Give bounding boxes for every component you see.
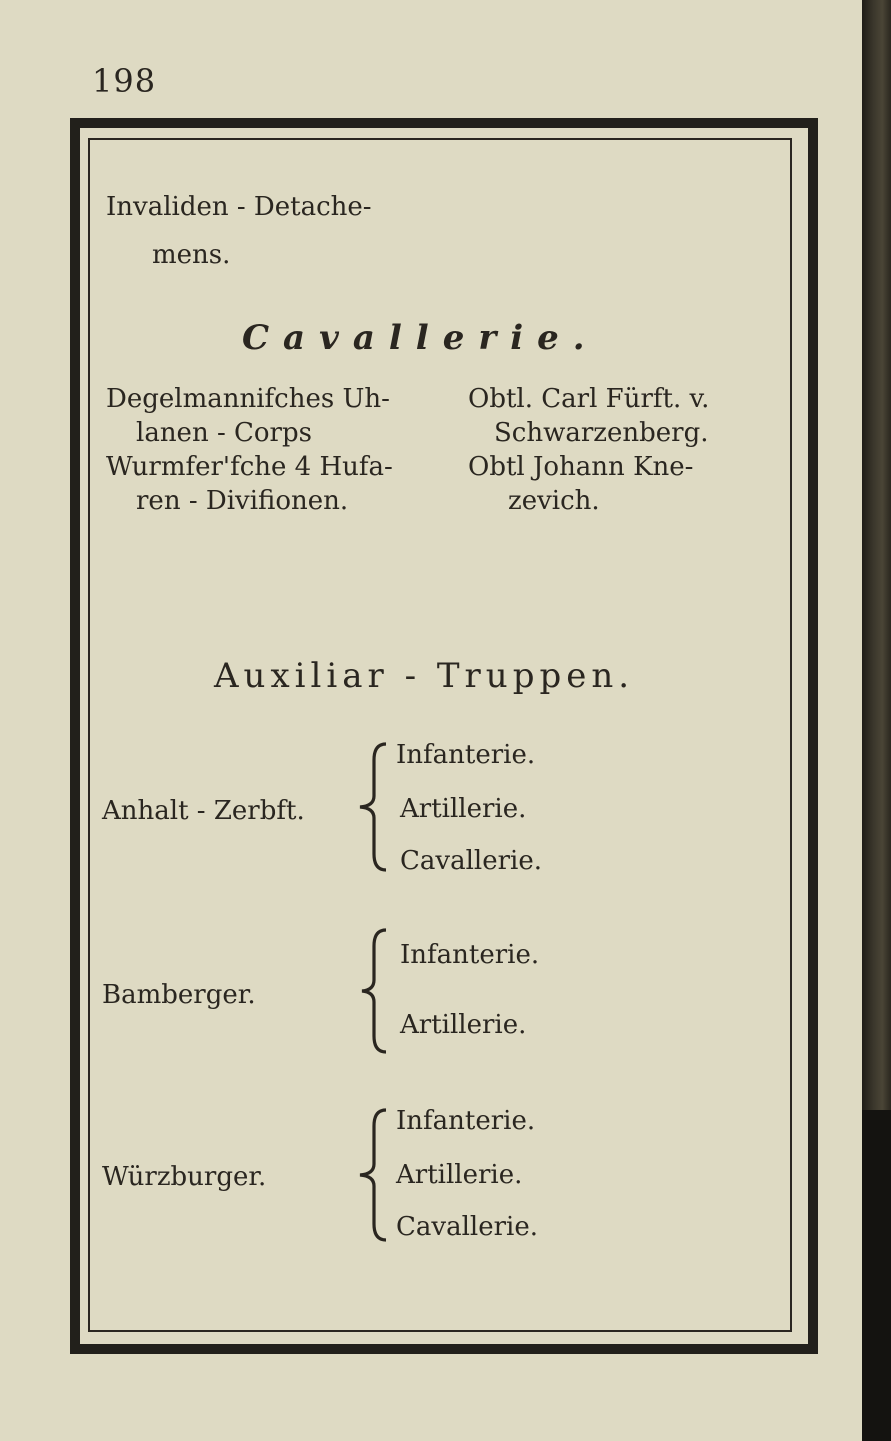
group-anhalt-zerbst-label: Anhalt - Zerbft. <box>102 796 305 826</box>
cav-unit-1-line-2: lanen - Corps <box>136 418 312 448</box>
cav-commander-2-line-2: zevich. <box>508 486 600 516</box>
group-wuerzburger-label: Würzburger. <box>102 1162 267 1192</box>
brace-icon <box>356 926 396 1056</box>
cav-commander-2-line-1: Obtl Johann Kne- <box>468 452 694 482</box>
bamberger-item-artillerie: Artillerie. <box>400 1010 527 1040</box>
wuerzburger-item-artillerie: Artillerie. <box>396 1160 523 1190</box>
wuerzburger-item-infanterie: Infanterie. <box>396 1106 536 1136</box>
bamberger-item-infanterie: Infanterie. <box>400 940 540 970</box>
page-number: 198 <box>92 62 157 100</box>
page-binding-edge <box>862 0 891 1441</box>
invaliden-line-2: mens. <box>152 240 231 270</box>
wuerzburger-item-cavallerie: Cavallerie. <box>396 1212 538 1242</box>
anhalt-item-infanterie: Infanterie. <box>396 740 536 770</box>
cavallerie-heading: Cavallerie. <box>242 318 599 358</box>
group-bamberger-label: Bamberger. <box>102 980 256 1010</box>
cav-unit-2-line-2: ren - Divifionen. <box>136 486 349 516</box>
auxiliar-heading: Auxiliar - Truppen. <box>214 656 635 696</box>
anhalt-item-cavallerie: Cavallerie. <box>400 846 542 876</box>
cav-commander-1-line-1: Obtl. Carl Fürft. v. <box>468 384 710 414</box>
anhalt-item-artillerie: Artillerie. <box>400 794 527 824</box>
cav-unit-1-line-1: Degelmannifches Uh- <box>106 384 390 414</box>
invaliden-line-1: Invaliden - Detache- <box>106 192 372 222</box>
cav-unit-2-line-1: Wurmfer'fche 4 Hufa- <box>106 452 393 482</box>
brace-icon <box>354 1106 394 1244</box>
brace-icon <box>352 740 392 874</box>
cav-commander-1-line-2: Schwarzenberg. <box>494 418 709 448</box>
binding-shadow <box>862 1110 891 1441</box>
